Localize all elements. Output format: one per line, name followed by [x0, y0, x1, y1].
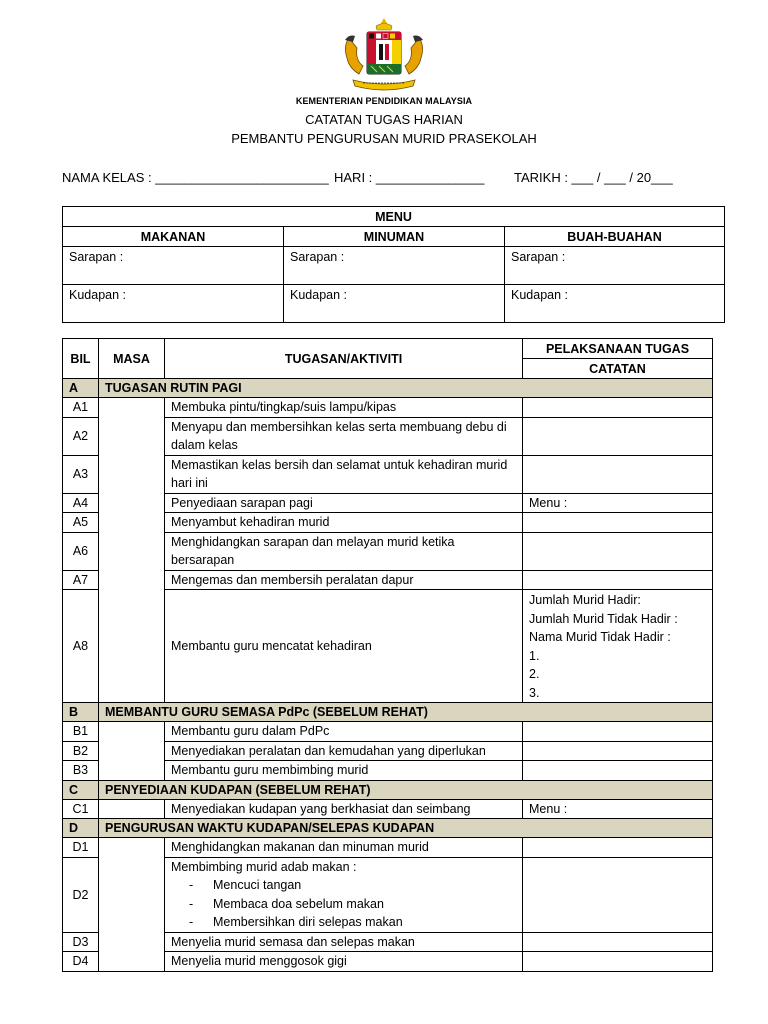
task-activity-text: Menyapu dan membersihkan kelas serta membuang debu di dalam kelas	[171, 419, 507, 452]
task-activity	[165, 590, 523, 703]
task-bil: A2	[63, 417, 99, 455]
task-activity-text: Menyediakan peralatan dan kemudahan yang diperlukan	[171, 743, 486, 758]
masa-cell[interactable]	[99, 799, 165, 819]
task-activity-text: Membantu guru mencatat kehadiran	[171, 638, 372, 653]
catatan-line: 3.	[529, 685, 540, 700]
task-table	[62, 338, 713, 972]
task-activity	[165, 570, 523, 590]
task-activity	[165, 799, 523, 819]
task-activity	[165, 838, 523, 858]
task-catatan[interactable]	[523, 590, 713, 703]
task-activity-text: Menyelia murid semasa dan selepas makan	[171, 934, 415, 949]
task-row	[63, 838, 713, 858]
task-catatan[interactable]	[523, 570, 713, 590]
task-activity-text: Memastikan kelas bersih dan selamat untuk kehadiran murid hari ini	[171, 457, 508, 490]
task-catatan[interactable]	[523, 513, 713, 533]
section-code: B	[63, 703, 99, 722]
task-catatan[interactable]	[523, 722, 713, 742]
nama-kelas-field[interactable]: NAMA KELAS : ________________________	[62, 170, 329, 185]
task-activity	[165, 417, 523, 455]
task-activity	[165, 932, 523, 952]
section-code: C	[63, 780, 99, 799]
task-catatan[interactable]	[523, 417, 713, 455]
task-activity	[165, 513, 523, 533]
col-header-masa: MASA	[99, 339, 165, 379]
task-bil: D2	[63, 857, 99, 932]
task-bil: A6	[63, 532, 99, 570]
task-bil: C1	[63, 799, 99, 819]
task-activity-text: Membuka pintu/tingkap/suis lampu/kipas	[171, 400, 397, 414]
task-activity	[165, 741, 523, 761]
menu-title: MENU	[63, 207, 725, 227]
task-bil: A5	[63, 513, 99, 533]
task-catatan[interactable]	[523, 932, 713, 952]
buah-kudapan-cell[interactable]: Kudapan :	[505, 285, 725, 323]
task-activity-text: Membantu guru membimbing murid	[171, 763, 369, 777]
section-title: PENGURUSAN WAKTU KUDAPAN/SELEPAS KUDAPAN	[99, 819, 713, 838]
catatan-line: 2.	[529, 667, 540, 681]
task-catatan[interactable]	[523, 952, 713, 972]
task-catatan[interactable]	[523, 761, 713, 781]
task-subitem: - Membaca doa sebelum makan	[189, 896, 384, 911]
document-subtitle: PEMBANTU PENGURUSAN MURID PRASEKOLAH	[231, 131, 537, 146]
minuman-kudapan-cell[interactable]: Kudapan :	[284, 285, 505, 323]
task-activity-text: Penyediaan sarapan pagi	[171, 495, 313, 510]
section-header	[63, 703, 713, 722]
task-bil: B3	[63, 761, 99, 781]
task-bil: A7	[63, 570, 99, 590]
task-bil: B1	[63, 722, 99, 742]
task-activity-text: Mengemas dan membersih peralatan dapur	[171, 572, 414, 587]
task-activity-text: Menyelia murid menggosok gigi	[171, 954, 347, 968]
task-bil: A4	[63, 493, 99, 513]
task-activity	[165, 455, 523, 493]
task-row	[63, 398, 713, 418]
masa-cell[interactable]	[99, 838, 165, 972]
section-title: MEMBANTU GURU SEMASA PdPc (SEBELUM REHAT)	[99, 703, 713, 722]
task-bil: B2	[63, 741, 99, 761]
task-bil: D1	[63, 838, 99, 858]
document-title: CATATAN TUGAS HARIAN	[305, 112, 463, 127]
task-activity-text: Membimbing murid adab makan :	[171, 859, 357, 874]
section-title: PENYEDIAAN KUDAPAN (SEBELUM REHAT)	[99, 780, 713, 799]
task-activity	[165, 761, 523, 781]
section-title: TUGASAN RUTIN PAGI	[99, 379, 713, 398]
ministry-name: KEMENTERIAN PENDIDIKAN MALAYSIA	[295, 96, 473, 106]
task-activity	[165, 532, 523, 570]
catatan-line: Jumlah Murid Hadir:	[529, 593, 641, 607]
menu-col-makanan: MAKANAN	[63, 227, 284, 247]
task-subitem: - Membersihkan diri selepas makan	[189, 915, 403, 929]
task-activity-text: Menyambut kehadiran murid	[171, 515, 330, 529]
section-header	[63, 819, 713, 838]
minuman-sarapan-cell[interactable]: Sarapan :	[284, 247, 505, 285]
section-header	[63, 379, 713, 398]
task-activity-text: Menyediakan kudapan yang berkhasiat dan seimbang	[171, 801, 471, 816]
task-bil: A8	[63, 590, 99, 703]
menu-col-buah: BUAH-BUAHAN	[505, 227, 725, 247]
section-code: D	[63, 819, 99, 838]
task-bil: D4	[63, 952, 99, 972]
task-activity-text: Menghidangkan sarapan dan melayan murid ketika bersarapan	[171, 534, 455, 567]
task-catatan[interactable]	[523, 455, 713, 493]
task-row	[63, 799, 713, 819]
task-activity	[165, 493, 523, 513]
masa-cell[interactable]	[99, 398, 165, 703]
task-activity	[165, 398, 523, 418]
task-subitem: - Mencuci tangan	[189, 878, 302, 892]
task-bil: A3	[63, 455, 99, 493]
menu-table	[62, 206, 725, 323]
task-activity-text: Menghidangkan makanan dan minuman murid	[171, 840, 429, 854]
catatan-line: Jumlah Murid Tidak Hadir :	[529, 611, 678, 626]
task-catatan[interactable]: Menu :	[523, 799, 713, 819]
catatan-line: Nama Murid Tidak Hadir :	[529, 630, 671, 644]
col-header-pelaksanaan: PELAKSANAAN TUGAS	[523, 339, 713, 359]
task-catatan[interactable]	[523, 838, 713, 858]
task-catatan[interactable]	[523, 532, 713, 570]
task-activity	[165, 952, 523, 972]
section-code: A	[63, 379, 99, 398]
task-catatan[interactable]	[523, 857, 713, 932]
task-row	[63, 722, 713, 742]
task-catatan[interactable]	[523, 741, 713, 761]
task-bil: D3	[63, 932, 99, 952]
task-catatan[interactable]	[523, 398, 713, 418]
catatan-line: 1.	[529, 648, 540, 663]
task-bil: A1	[63, 398, 99, 418]
tarikh-field[interactable]: TARIKH : ___ / ___ / 20___	[514, 170, 673, 185]
makanan-sarapan-cell[interactable]: Sarapan :	[63, 247, 284, 285]
buah-sarapan-cell[interactable]: Sarapan :	[505, 247, 725, 285]
col-header-catatan: CATATAN	[523, 359, 713, 379]
col-header-aktiviti: TUGASAN/AKTIVITI	[165, 339, 523, 379]
task-catatan[interactable]: Menu :	[523, 493, 713, 513]
menu-col-minuman: MINUMAN	[284, 227, 505, 247]
coat-of-arms-logo	[339, 16, 429, 94]
task-activity	[165, 722, 523, 742]
task-activity	[165, 857, 523, 932]
hari-field[interactable]: HARI : _______________	[334, 170, 485, 185]
section-header	[63, 780, 713, 799]
col-header-bil: BIL	[63, 339, 99, 379]
task-activity-text: Membantu guru dalam PdPc	[171, 724, 330, 738]
makanan-kudapan-cell[interactable]: Kudapan :	[63, 285, 284, 323]
masa-cell[interactable]	[99, 722, 165, 781]
